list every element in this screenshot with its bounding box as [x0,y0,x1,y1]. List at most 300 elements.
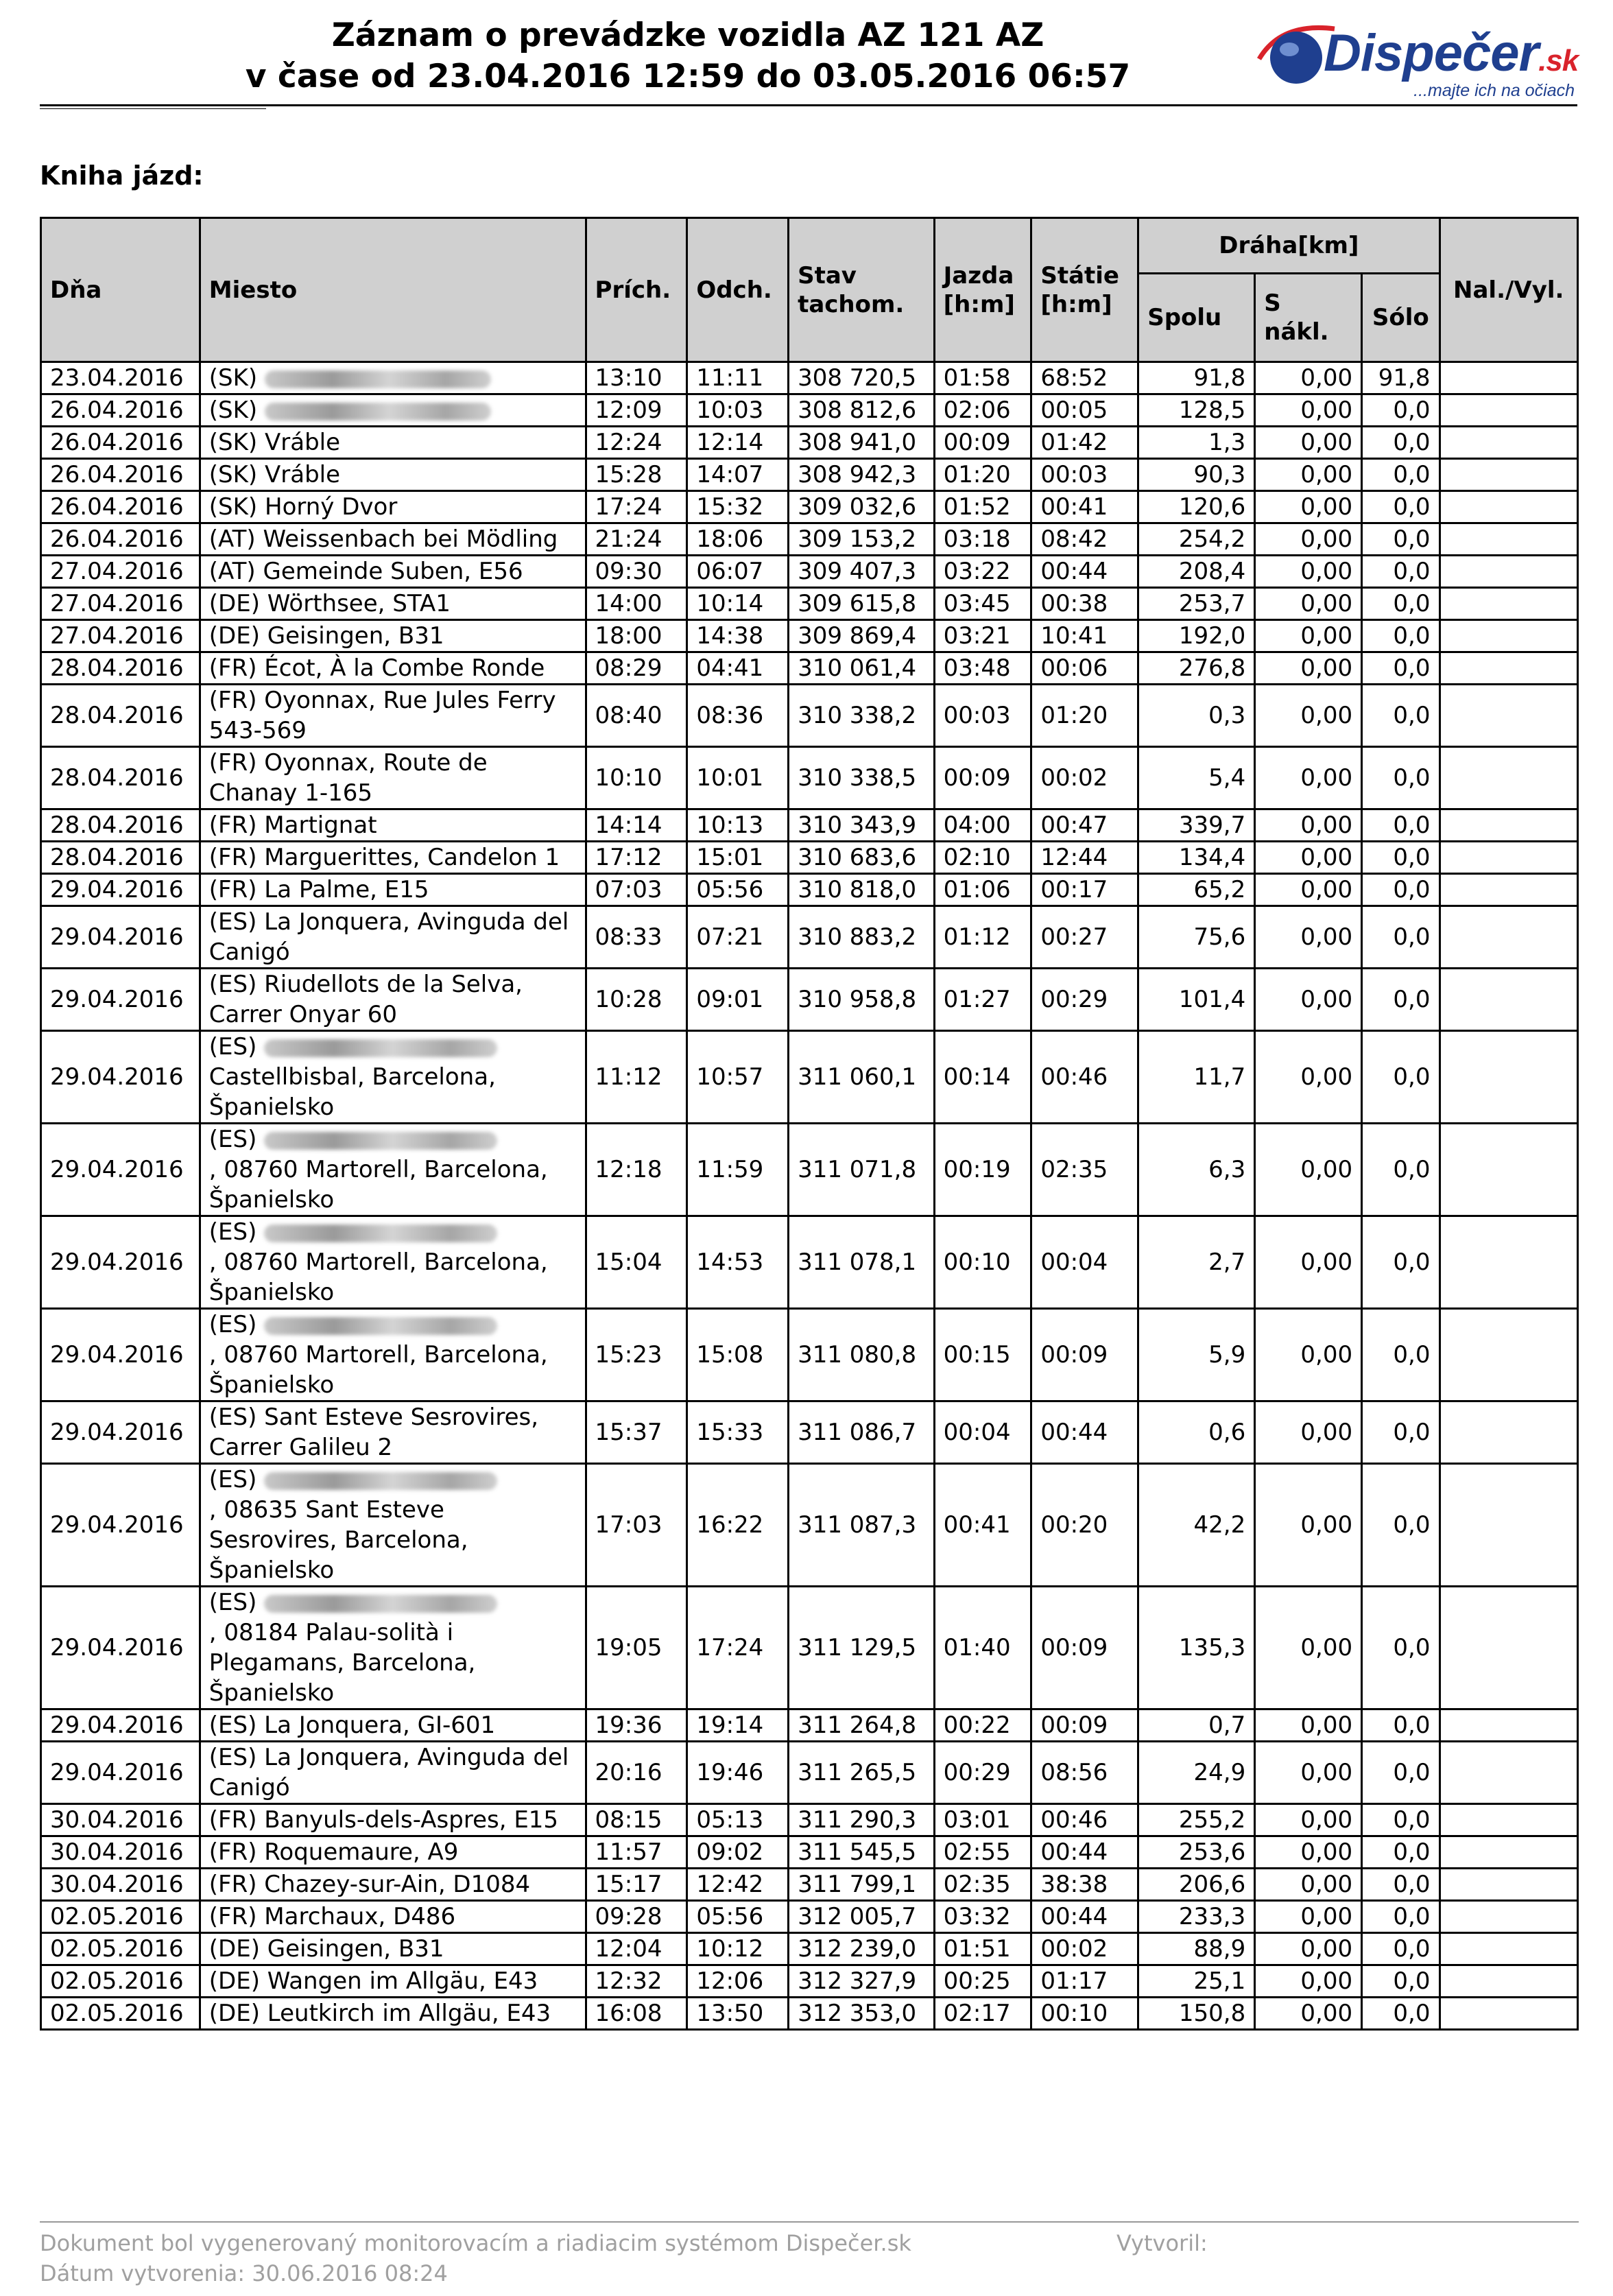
cell-place [200,1901,586,1933]
cell-departure: 11:11 [687,362,789,394]
cell-place [200,459,586,491]
place-text: (ES) [208,1589,257,1616]
cell-total: 1,3 [1138,427,1255,459]
footer-generated-by: Dokument bol vygenerovaný monitorovacím a riadiacim systémom Dispečer.sk [40,2230,911,2256]
cell-total: 233,3 [1138,1901,1255,1933]
cell-odometer: 310 958,8 [789,969,935,1031]
cell-arrival: 12:32 [586,1965,687,1998]
cell-loaded: 0,00 [1255,394,1362,427]
cell-day: 02.05.2016 [41,1965,200,1998]
cell-nal [1439,491,1578,523]
title-line-2: v čase od 23.04.2016 12:59 do 03.05.2016 06:57 [245,58,1131,95]
table-row [41,1901,1578,1933]
cell-stop: 00:41 [1031,491,1138,523]
cell-day: 02.05.2016 [41,1998,200,2030]
cell-drive: 00:29 [934,1742,1031,1804]
cell-day: 30.04.2016 [41,1869,200,1901]
cell-odometer: 311 290,3 [789,1804,935,1836]
cell-nal [1439,842,1578,874]
cell-departure: 15:32 [687,491,789,523]
cell-drive: 01:27 [934,969,1031,1031]
cell-day: 27.04.2016 [41,620,200,652]
cell-stop: 00:29 [1031,969,1138,1031]
cell-arrival: 09:30 [586,556,687,588]
cell-loaded: 0,00 [1255,1869,1362,1901]
cell-solo: 0,0 [1362,1933,1439,1965]
footer-divider [40,2221,1579,2223]
cell-loaded: 0,00 [1255,747,1362,809]
cell-arrival: 12:04 [586,1933,687,1965]
cell-arrival: 09:28 [586,1901,687,1933]
cell-drive: 01:51 [934,1933,1031,1965]
place-text: (SK) Horný Dvor [208,493,398,521]
cell-total: 2,7 [1138,1216,1255,1309]
place-text: (DE) Wörthsee, STA1 [208,590,451,617]
cell-departure: 05:13 [687,1804,789,1836]
cell-arrival: 17:12 [586,842,687,874]
cell-arrival: 10:28 [586,969,687,1031]
cell-total: 5,9 [1138,1309,1255,1401]
cell-total: 24,9 [1138,1742,1255,1804]
cell-stop: 00:02 [1031,1933,1138,1965]
table-row [41,1124,1578,1216]
cell-odometer: 310 683,6 [789,842,935,874]
cell-odometer: 309 032,6 [789,491,935,523]
redacted-address [265,403,491,421]
place-text: (AT) Gemeinde Suben, E56 [208,558,523,585]
cell-place [200,809,586,842]
cell-odometer: 308 812,6 [789,394,935,427]
cell-day: 29.04.2016 [41,1309,200,1401]
cell-departure: 14:07 [687,459,789,491]
header-loaded: S nákl. [1255,274,1362,362]
cell-solo: 0,0 [1362,1709,1439,1742]
cell-drive: 03:45 [934,588,1031,620]
cell-total: 254,2 [1138,523,1255,556]
cell-odometer: 310 061,4 [789,652,935,685]
cell-solo: 0,0 [1362,809,1439,842]
cell-stop: 02:35 [1031,1124,1138,1216]
cell-stop: 00:47 [1031,809,1138,842]
cell-departure: 05:56 [687,874,789,906]
place-text: (SK) [208,364,258,392]
cell-solo: 0,0 [1362,685,1439,747]
cell-arrival: 19:36 [586,1709,687,1742]
cell-nal [1439,747,1578,809]
cell-departure: 10:12 [687,1933,789,1965]
cell-solo: 0,0 [1362,1401,1439,1464]
table-row [41,491,1578,523]
cell-place [200,685,586,747]
cell-odometer: 308 942,3 [789,459,935,491]
logo-tagline: ...majte ich na očiach [1413,81,1575,100]
place-text: (FR) Écot, À la Combe Ronde [208,654,545,682]
cell-loaded: 0,00 [1255,809,1362,842]
cell-loaded: 0,00 [1255,1742,1362,1804]
cell-loaded: 0,00 [1255,556,1362,588]
cell-arrival: 14:14 [586,809,687,842]
cell-place [200,1804,586,1836]
report-title [232,15,1144,97]
cell-drive: 03:48 [934,652,1031,685]
cell-odometer: 311 060,1 [789,1031,935,1124]
cell-arrival: 20:16 [586,1742,687,1804]
table-row [41,652,1578,685]
page-footer [40,2228,1579,2288]
cell-arrival: 12:24 [586,427,687,459]
header-departure: Odch. [687,218,789,362]
cell-nal [1439,1901,1578,1933]
header-odometer: Stav tachom. [789,218,935,362]
header-divider-thin [40,108,266,109]
cell-loaded: 0,00 [1255,459,1362,491]
place-tail-text: , 08760 Martorell, Barcelona, Španielsko [208,1248,548,1306]
cell-solo: 0,0 [1362,1804,1439,1836]
cell-departure: 05:56 [687,1901,789,1933]
table-row [41,874,1578,906]
cell-loaded: 0,00 [1255,1216,1362,1309]
cell-departure: 09:02 [687,1836,789,1869]
cell-stop: 00:03 [1031,459,1138,491]
cell-odometer: 311 086,7 [789,1401,935,1464]
redacted-address [264,1132,497,1150]
cell-day: 29.04.2016 [41,906,200,969]
cell-place [200,747,586,809]
cell-drive: 02:10 [934,842,1031,874]
table-row [41,1031,1578,1124]
cell-day: 27.04.2016 [41,588,200,620]
cell-drive: 00:09 [934,747,1031,809]
table-header-row [41,218,1578,274]
header-load-unload: Nal./Vyl. [1439,218,1578,362]
cell-solo: 0,0 [1362,1216,1439,1309]
table-row [41,969,1578,1031]
cell-odometer: 311 071,8 [789,1124,935,1216]
cell-stop: 00:06 [1031,652,1138,685]
cell-odometer: 311 264,8 [789,1709,935,1742]
cell-stop: 00:27 [1031,906,1138,969]
cell-place [200,1965,586,1998]
cell-nal [1439,906,1578,969]
cell-drive: 02:55 [934,1836,1031,1869]
cell-departure: 15:08 [687,1309,789,1401]
cell-total: 90,3 [1138,459,1255,491]
cell-solo: 0,0 [1362,1965,1439,1998]
cell-nal [1439,1965,1578,1998]
cell-nal [1439,685,1578,747]
logo-text: Dispečer [1324,24,1539,82]
dispecer-logo [1254,12,1577,102]
cell-solo: 0,0 [1362,588,1439,620]
cell-departure: 19:46 [687,1742,789,1804]
cell-drive: 02:06 [934,394,1031,427]
place-tail-text: Castellbisbal, Barcelona, Španielsko [208,1063,496,1121]
cell-arrival: 15:37 [586,1401,687,1464]
footer-created-by: Vytvoril: [1116,2230,1208,2256]
cell-stop: 00:44 [1031,1901,1138,1933]
cell-place [200,842,586,874]
cell-stop: 10:41 [1031,620,1138,652]
cell-departure: 12:14 [687,427,789,459]
cell-odometer: 311 799,1 [789,1869,935,1901]
cell-stop: 00:17 [1031,874,1138,906]
cell-odometer: 309 153,2 [789,523,935,556]
table-row [41,842,1578,874]
cell-departure: 19:14 [687,1709,789,1742]
cell-departure: 16:22 [687,1464,789,1587]
cell-place [200,1836,586,1869]
header-arrival: Prích. [586,218,687,362]
cell-drive: 03:01 [934,1804,1031,1836]
cell-day: 26.04.2016 [41,459,200,491]
cell-loaded: 0,00 [1255,874,1362,906]
cell-loaded: 0,00 [1255,1965,1362,1998]
report-header [40,0,1577,107]
cell-odometer: 312 005,7 [789,1901,935,1933]
cell-arrival: 18:00 [586,620,687,652]
table-row [41,809,1578,842]
header-day: Dňa [41,218,200,362]
table-row [41,394,1578,427]
cell-loaded: 0,00 [1255,620,1362,652]
cell-stop: 00:04 [1031,1216,1138,1309]
cell-odometer: 310 818,0 [789,874,935,906]
header-drive: Jazda [h:m] [934,218,1031,362]
place-tail-text: , 08184 Palau-solità i Plegamans, Barcelona, Španielsko [208,1619,476,1707]
cell-arrival: 08:33 [586,906,687,969]
table-row [41,1836,1578,1869]
redacted-address [265,370,491,388]
cell-solo: 0,0 [1362,874,1439,906]
header-divider [40,104,1577,106]
cell-departure: 15:01 [687,842,789,874]
cell-day: 29.04.2016 [41,1124,200,1216]
cell-place [200,394,586,427]
place-tail-text: , 08635 Sant Esteve Sesrovires, Barcelona, Španielsko [208,1496,468,1584]
cell-day: 28.04.2016 [41,685,200,747]
cell-day: 28.04.2016 [41,842,200,874]
cell-arrival: 08:15 [586,1804,687,1836]
redacted-address [264,1039,497,1057]
cell-drive: 03:21 [934,620,1031,652]
cell-nal [1439,1401,1578,1464]
cell-odometer: 312 327,9 [789,1965,935,1998]
cell-place [200,1709,586,1742]
cell-solo: 0,0 [1362,1742,1439,1804]
cell-solo: 0,0 [1362,459,1439,491]
cell-day: 28.04.2016 [41,809,200,842]
cell-departure: 04:41 [687,652,789,685]
cell-place [200,1869,586,1901]
cell-odometer: 312 239,0 [789,1933,935,1965]
cell-total: 206,6 [1138,1869,1255,1901]
redacted-address [264,1317,497,1335]
cell-drive: 00:41 [934,1464,1031,1587]
cell-nal [1439,1464,1578,1587]
cell-drive: 00:14 [934,1031,1031,1124]
cell-drive: 02:17 [934,1998,1031,2030]
table-row [41,1216,1578,1309]
cell-day: 02.05.2016 [41,1901,200,1933]
cell-place [200,1998,586,2030]
cell-loaded: 0,00 [1255,906,1362,969]
cell-drive: 00:15 [934,1309,1031,1401]
cell-departure: 12:06 [687,1965,789,1998]
cell-stop: 00:09 [1031,1309,1138,1401]
cell-solo: 0,0 [1362,747,1439,809]
cell-odometer: 309 869,4 [789,620,935,652]
header-stop: Státie [h:m] [1031,218,1138,362]
header-distance: Dráha[km] [1138,218,1439,274]
cell-solo: 0,0 [1362,491,1439,523]
cell-departure: 13:50 [687,1998,789,2030]
cell-odometer: 311 265,5 [789,1742,935,1804]
cell-total: 128,5 [1138,394,1255,427]
cell-solo: 0,0 [1362,652,1439,685]
place-text: (ES) [208,1126,257,1153]
cell-place [200,620,586,652]
cell-stop: 12:44 [1031,842,1138,874]
cell-solo: 0,0 [1362,969,1439,1031]
cell-nal [1439,1836,1578,1869]
cell-nal [1439,588,1578,620]
cell-solo: 0,0 [1362,1836,1439,1869]
cell-loaded: 0,00 [1255,652,1362,685]
cell-stop: 00:02 [1031,747,1138,809]
cell-departure: 07:21 [687,906,789,969]
place-text: (SK) Vráble [208,429,341,456]
cell-arrival: 17:03 [586,1464,687,1587]
table-row [41,1965,1578,1998]
cell-nal [1439,874,1578,906]
cell-total: 25,1 [1138,1965,1255,1998]
cell-solo: 0,0 [1362,620,1439,652]
cell-solo: 0,0 [1362,1031,1439,1124]
header-solo: Sólo [1362,274,1439,362]
cell-odometer: 311 545,5 [789,1836,935,1869]
place-text: (FR) Marguerittes, Candelon 1 [208,844,560,871]
cell-total: 134,4 [1138,842,1255,874]
table-row [41,1804,1578,1836]
table-row [41,620,1578,652]
cell-place [200,969,586,1031]
cell-total: 135,3 [1138,1587,1255,1709]
cell-place [200,652,586,685]
cell-stop: 00:46 [1031,1804,1138,1836]
table-row [41,362,1578,394]
place-text: (DE) Geisingen, B31 [208,622,444,650]
cell-stop: 00:46 [1031,1031,1138,1124]
cell-departure: 10:01 [687,747,789,809]
cell-departure: 14:53 [687,1216,789,1309]
cell-loaded: 0,00 [1255,1587,1362,1709]
cell-total: 0,3 [1138,685,1255,747]
cell-odometer: 311 087,3 [789,1464,935,1587]
cell-odometer: 309 615,8 [789,588,935,620]
table-row [41,747,1578,809]
cell-day: 29.04.2016 [41,874,200,906]
table-row [41,1709,1578,1742]
cell-drive: 01:06 [934,874,1031,906]
cell-arrival: 11:57 [586,1836,687,1869]
cell-arrival: 21:24 [586,523,687,556]
table-row [41,1464,1578,1587]
place-text: (FR) Chazey-sur-Ain, D1084 [208,1871,531,1898]
cell-loaded: 0,00 [1255,427,1362,459]
cell-total: 0,7 [1138,1709,1255,1742]
cell-place [200,362,586,394]
table-row [41,588,1578,620]
cell-place [200,523,586,556]
place-text: (DE) Wangen im Allgäu, E43 [208,1967,538,1995]
table-row [41,1869,1578,1901]
cell-nal [1439,1709,1578,1742]
cell-drive: 01:40 [934,1587,1031,1709]
place-text: (ES) [208,1218,257,1246]
cell-stop: 00:09 [1031,1587,1138,1709]
cell-solo: 0,0 [1362,1587,1439,1709]
cell-stop: 01:20 [1031,685,1138,747]
cell-nal [1439,459,1578,491]
cell-total: 339,7 [1138,809,1255,842]
cell-nal [1439,1587,1578,1709]
place-text: (FR) Martignat [208,812,377,839]
cell-departure: 15:33 [687,1401,789,1464]
cell-drive: 01:58 [934,362,1031,394]
place-text: (FR) Oyonnax, Route de Chanay 1-165 [208,749,488,807]
section-title: Kniha jázd: [40,161,204,191]
cell-nal [1439,556,1578,588]
place-text: (ES) La Jonquera, Avinguda del Canigó [208,908,569,966]
cell-total: 101,4 [1138,969,1255,1031]
cell-drive: 01:52 [934,491,1031,523]
cell-place [200,427,586,459]
cell-arrival: 07:03 [586,874,687,906]
cell-total: 150,8 [1138,1998,1255,2030]
place-text: (SK) [208,397,258,424]
place-text: (ES) La Jonquera, GI-601 [208,1712,496,1739]
cell-stop: 00:44 [1031,1401,1138,1464]
cell-departure: 08:36 [687,685,789,747]
table-row [41,1309,1578,1401]
cell-departure: 18:06 [687,523,789,556]
cell-day: 29.04.2016 [41,1742,200,1804]
cell-place [200,906,586,969]
header-total: Spolu [1138,274,1255,362]
cell-day: 29.04.2016 [41,969,200,1031]
cell-nal [1439,620,1578,652]
cell-place [200,1464,586,1587]
cell-place [200,1031,586,1124]
cell-total: 88,9 [1138,1933,1255,1965]
cell-day: 30.04.2016 [41,1804,200,1836]
cell-loaded: 0,00 [1255,1709,1362,1742]
redacted-address [264,1472,497,1490]
cell-departure: 12:42 [687,1869,789,1901]
cell-day: 29.04.2016 [41,1401,200,1464]
cell-solo: 91,8 [1362,362,1439,394]
cell-solo: 0,0 [1362,1124,1439,1216]
cell-drive: 00:19 [934,1124,1031,1216]
cell-departure: 06:07 [687,556,789,588]
place-text: (FR) La Palme, E15 [208,876,429,903]
table-row [41,906,1578,969]
table-row [41,1587,1578,1709]
cell-nal [1439,427,1578,459]
cell-solo: 0,0 [1362,1998,1439,2030]
cell-nal [1439,1124,1578,1216]
cell-loaded: 0,00 [1255,362,1362,394]
